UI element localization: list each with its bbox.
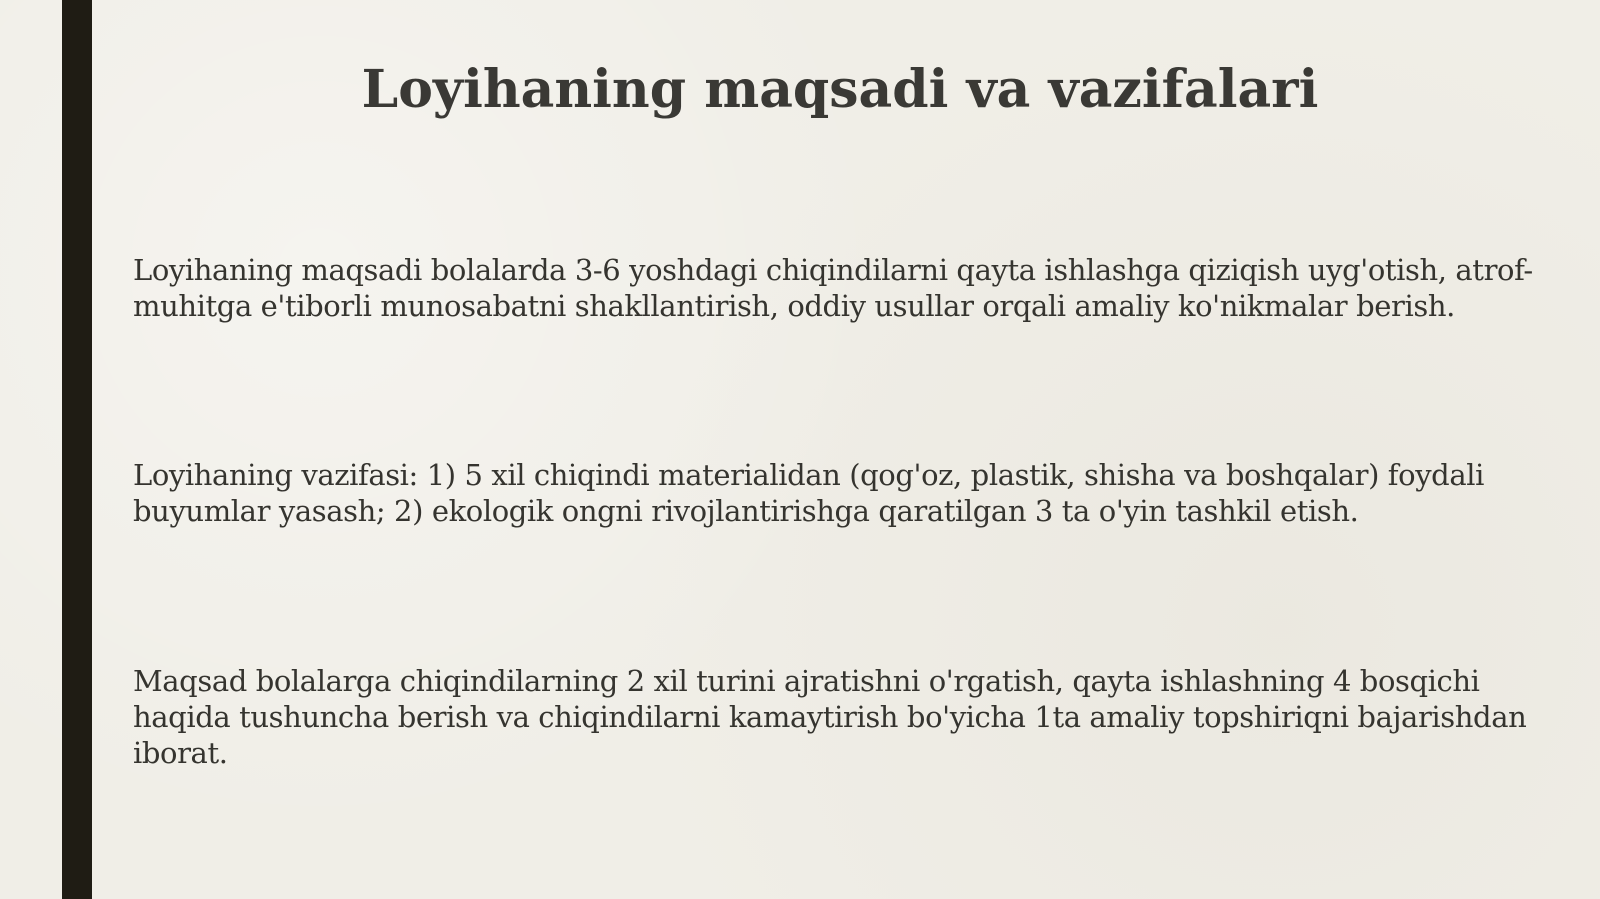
paragraph-tasks: Loyihaning vazifasi: 1) 5 xil chiqindi materialidan (qog'oz, plastik, shisha va boshqalar) foydali buyumlar yasash; 2) ekologik ongni rivojlantirishga qaratilgan 3 ta o'yin tashkil etish. xyxy=(133,458,1484,528)
accent-bar xyxy=(62,0,92,899)
paragraph-goal: Loyihaning maqsadi bolalarda 3-6 yoshdagi chiqindilarni qayta ishlashga qiziqish uyg'otish, atrof-muhitga e'tiborli munosabatni shakllantirish, oddiy usullar orqali amaliy ko'nikmalar berish. xyxy=(133,253,1533,323)
slide-title: Loyihaning maqsadi va vazifalari xyxy=(361,59,1319,120)
paragraph-summary: Maqsad bolalarga chiqindilarning 2 xil turini ajratishni o'rgatish, qayta ishlashning 4 bosqichi haqida tushuncha berish va chiqindilarni kamaytirish bo'yicha 1ta amaliy topshiriqni bajarishdan iborat. xyxy=(133,664,1527,770)
